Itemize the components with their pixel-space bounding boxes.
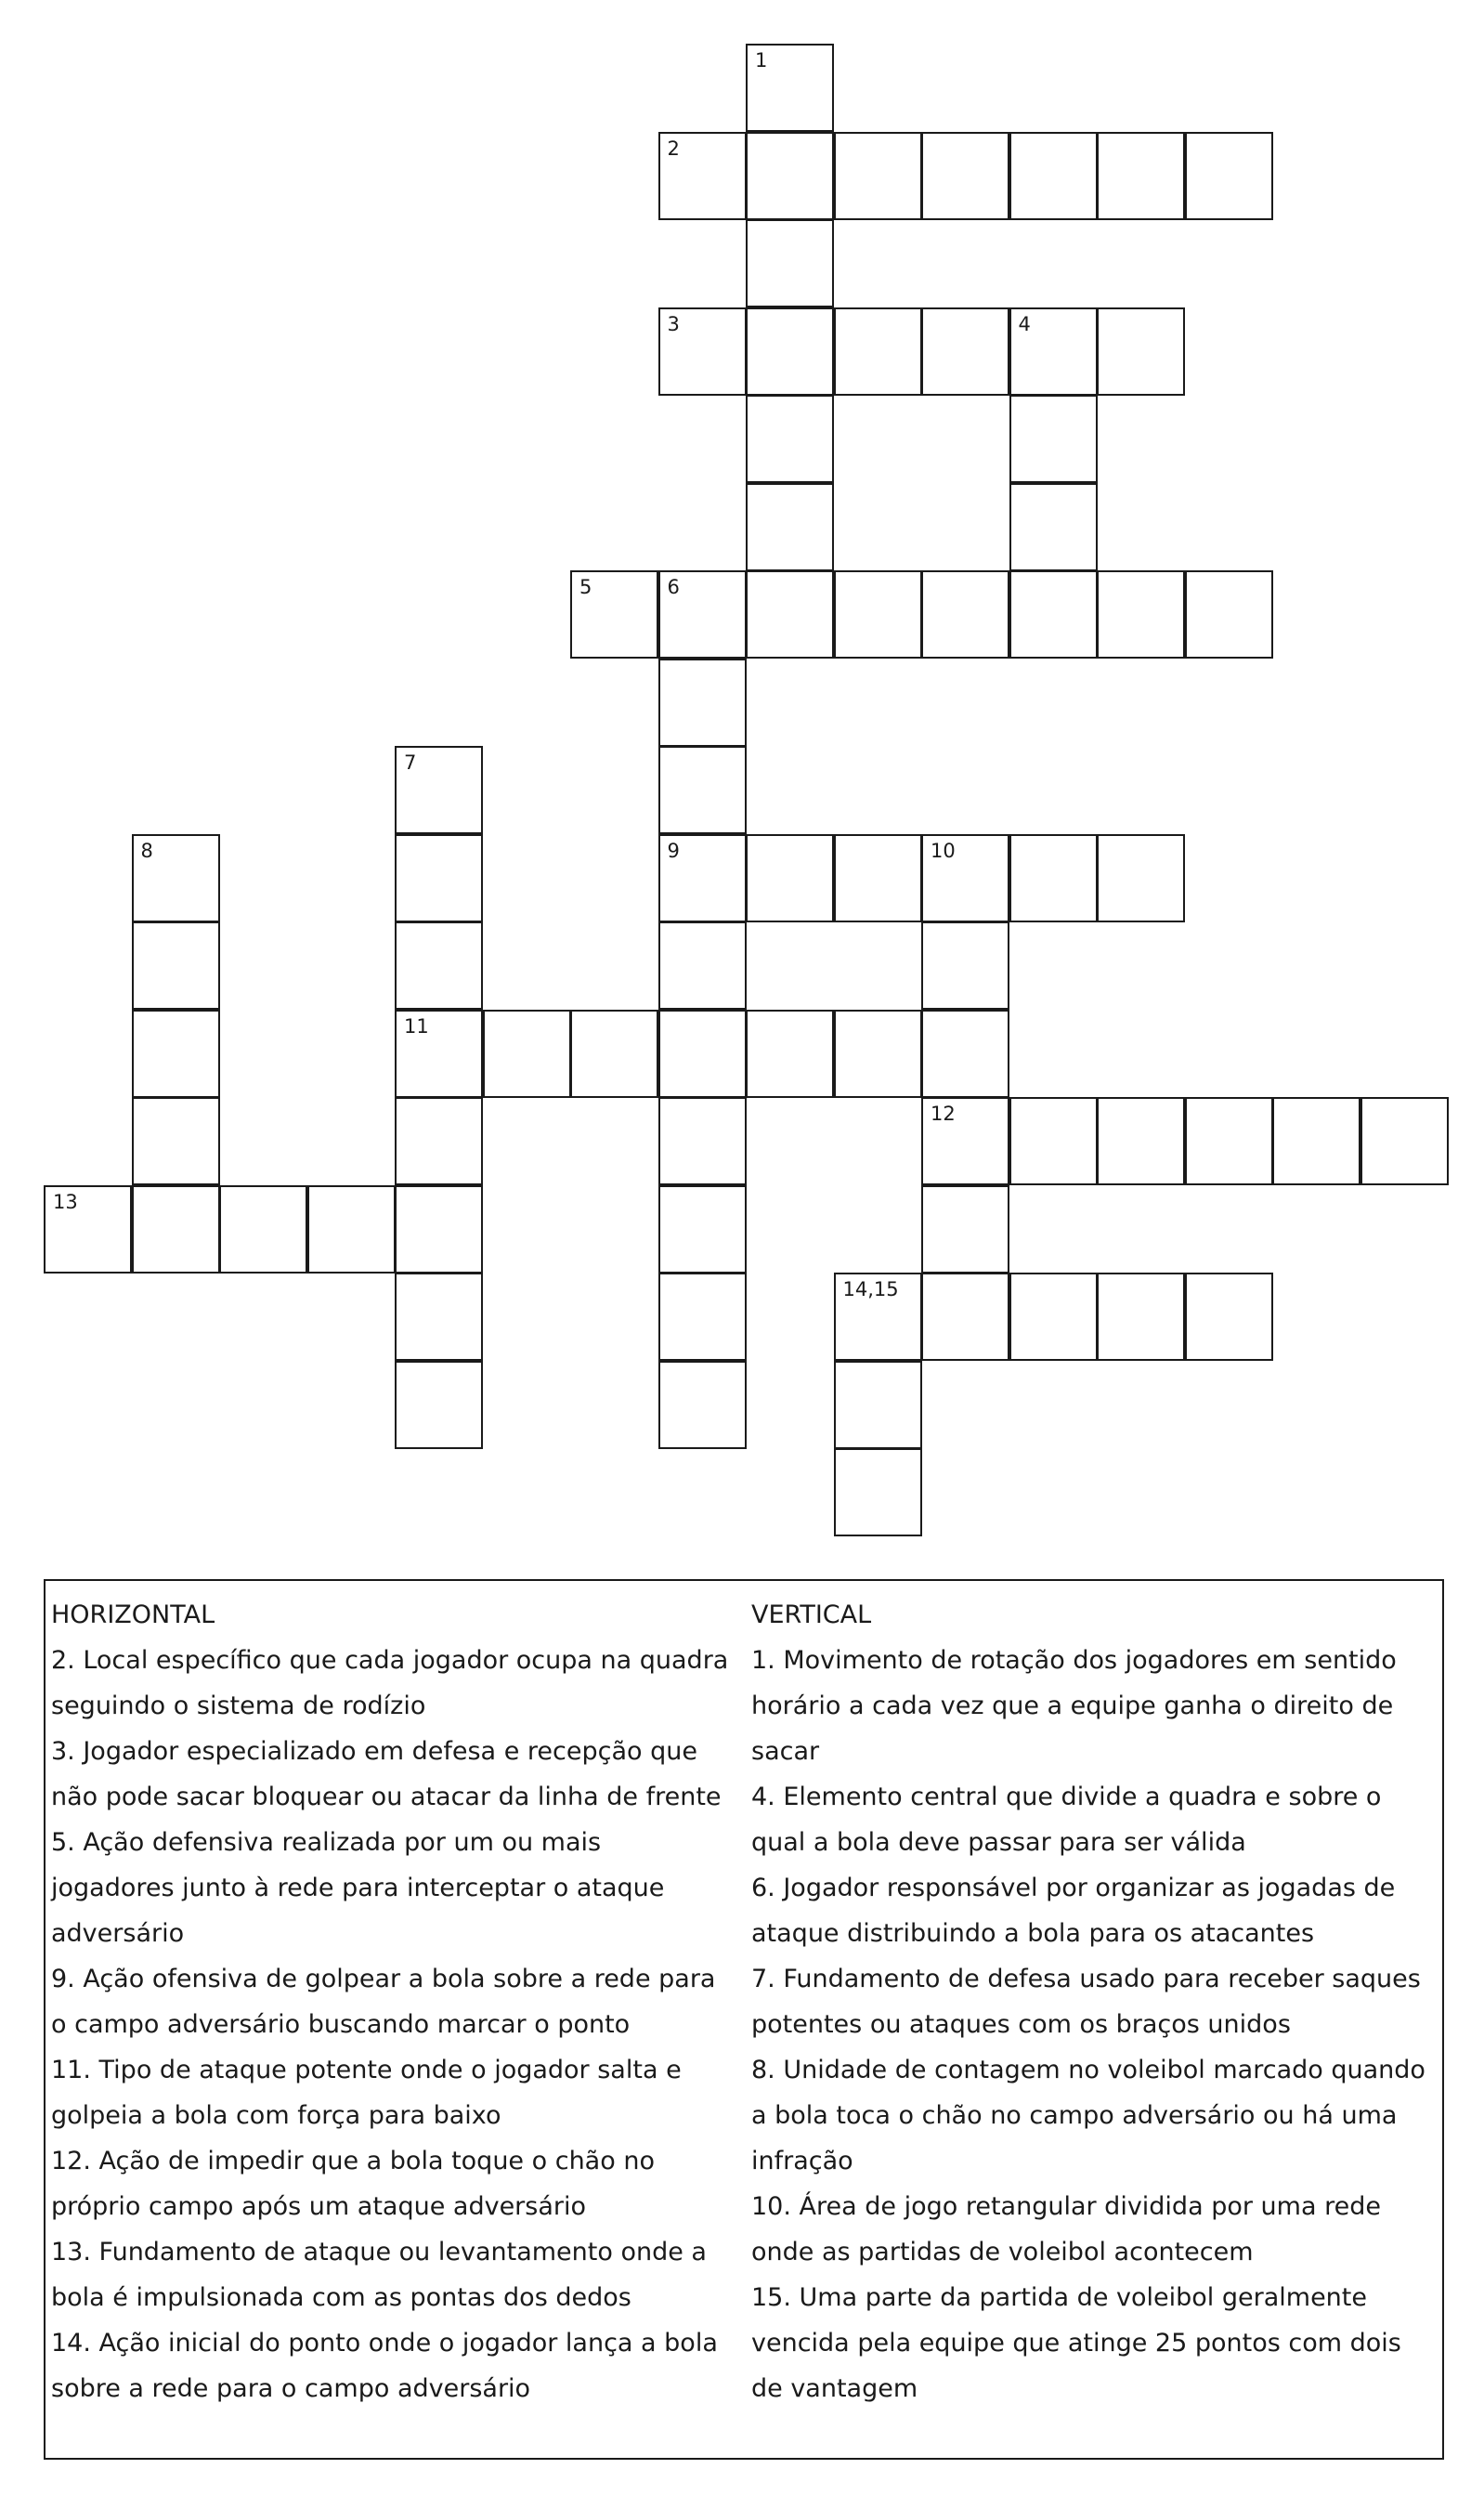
clue-h2: 2. Local específico que cada jogador ocupa na quadra seguindo o sistema de rodízio: [51, 1646, 729, 1720]
grid-cell[interactable]: [834, 1361, 922, 1449]
grid-cell[interactable]: [921, 834, 1009, 922]
grid-cell[interactable]: [658, 1273, 747, 1361]
grid-cell[interactable]: [1009, 395, 1098, 483]
grid-cell[interactable]: [1097, 834, 1185, 922]
grid-cell[interactable]: [1009, 570, 1098, 659]
vertical-clues: [751, 1592, 1438, 2411]
clue-v15: 15. Uma parte da partida de voleibol geralmente vencida pela equipe que atinge 25 pontos com dois de vantagem: [751, 2283, 1401, 2403]
clue-h12: 12. Ação de impedir que a bola toque o chão no próprio campo após um ataque adversário: [51, 2147, 655, 2221]
clue-number: 3: [667, 312, 680, 335]
grid-cell[interactable]: [746, 219, 834, 307]
grid-cell[interactable]: [834, 834, 922, 922]
grid-cell[interactable]: [746, 1010, 834, 1098]
grid-cell[interactable]: [1097, 307, 1185, 396]
clue-v6: 6. Jogador responsável por organizar as jogadas de ataque distribuindo a bola para os atacantes: [751, 1874, 1396, 1948]
grid-cell[interactable]: [395, 1185, 483, 1274]
grid-cell[interactable]: [132, 1097, 220, 1185]
grid-cell[interactable]: [395, 1010, 483, 1098]
grid-cell[interactable]: [395, 1273, 483, 1361]
grid-cell[interactable]: [746, 307, 834, 396]
grid-cell[interactable]: [921, 1273, 1009, 1361]
clue-h3: 3. Jogador especializado em defesa e recepção que não pode sacar bloquear ou atacar da linha de frente: [51, 1737, 722, 1811]
clue-number: 11: [404, 1014, 429, 1038]
clue-number: 2: [667, 137, 680, 160]
grid-cell[interactable]: [658, 1097, 747, 1185]
grid-cell[interactable]: [746, 483, 834, 571]
grid-cell[interactable]: [132, 1185, 220, 1274]
grid-cell[interactable]: [746, 834, 834, 922]
clue-v4: 4. Elemento central que divide a quadra e sobre o qual a bola deve passar para ser válida: [751, 1783, 1382, 1857]
grid-cell[interactable]: [395, 1361, 483, 1449]
clues-panel: [44, 1579, 1444, 2460]
grid-cell[interactable]: [1009, 483, 1098, 571]
grid-cell[interactable]: [658, 1185, 747, 1274]
grid-cell[interactable]: [132, 834, 220, 922]
grid-cell[interactable]: [1185, 1273, 1273, 1361]
horizontal-clues: [51, 1592, 729, 2411]
clue-number: 13: [53, 1190, 78, 1213]
clue-number: 4: [1018, 312, 1031, 335]
grid-cell[interactable]: [1185, 132, 1273, 220]
grid-cell[interactable]: [834, 132, 922, 220]
clue-h11: 11. Tipo de ataque potente onde o jogador salta e golpeia a bola com força para baixo: [51, 2056, 682, 2130]
clue-number: 7: [404, 751, 417, 774]
grid-cell[interactable]: [395, 746, 483, 834]
clue-v10: 10. Área de jogo retangular dividida por uma rede onde as partidas de voleibol acontecem: [751, 2192, 1381, 2266]
grid-cell[interactable]: [921, 1097, 1009, 1185]
grid-cell[interactable]: [1360, 1097, 1449, 1185]
grid-cell[interactable]: [44, 1185, 132, 1274]
grid-cell[interactable]: [921, 132, 1009, 220]
grid-cell[interactable]: [746, 570, 834, 659]
grid-cell[interactable]: [658, 1010, 747, 1098]
grid-cell[interactable]: [132, 1010, 220, 1098]
grid-cell[interactable]: [746, 44, 834, 132]
grid-cell[interactable]: [570, 570, 658, 659]
grid-cell[interactable]: [658, 1361, 747, 1449]
grid-cell[interactable]: [658, 746, 747, 834]
clue-number: 14,15: [842, 1278, 899, 1300]
grid-cell[interactable]: [395, 921, 483, 1010]
grid-cell[interactable]: [395, 1097, 483, 1185]
grid-cell[interactable]: [921, 1010, 1009, 1098]
grid-cell[interactable]: [1272, 1097, 1360, 1185]
clue-number: 9: [667, 839, 680, 862]
clue-h13: 13. Fundamento de ataque ou levantamento onde a bola é impulsionada com as pontas dos dedos: [51, 2238, 707, 2312]
vertical-heading: VERTICAL: [751, 1600, 872, 1629]
grid-cell[interactable]: [1097, 1273, 1185, 1361]
grid-cell[interactable]: [834, 570, 922, 659]
grid-cell[interactable]: [746, 395, 834, 483]
grid-cell[interactable]: [132, 921, 220, 1010]
grid-cell[interactable]: [658, 834, 747, 922]
grid-cell[interactable]: [921, 921, 1009, 1010]
clue-number: 8: [140, 839, 153, 862]
grid-cell[interactable]: [834, 307, 922, 396]
grid-cell[interactable]: [834, 1010, 922, 1098]
clue-v7: 7. Fundamento de defesa usado para receber saques potentes ou ataques com os braços unidos: [751, 1965, 1421, 2039]
grid-cell[interactable]: [1009, 132, 1098, 220]
grid-cell[interactable]: [921, 570, 1009, 659]
grid-cell[interactable]: [395, 834, 483, 922]
grid-cell[interactable]: [1185, 570, 1273, 659]
clue-number: 12: [931, 1103, 956, 1125]
grid-cell[interactable]: [921, 1185, 1009, 1274]
grid-cell[interactable]: [1097, 1097, 1185, 1185]
grid-cell[interactable]: [483, 1010, 571, 1098]
horizontal-heading: HORIZONTAL: [51, 1600, 215, 1629]
clue-number: 1: [755, 49, 768, 72]
grid-cell[interactable]: [658, 921, 747, 1010]
grid-cell[interactable]: [1009, 834, 1098, 922]
grid-cell[interactable]: [1097, 132, 1185, 220]
grid-cell[interactable]: [834, 1273, 922, 1361]
grid-cell[interactable]: [1185, 1097, 1273, 1185]
grid-cell[interactable]: [1009, 307, 1098, 396]
grid-cell[interactable]: [307, 1185, 396, 1274]
clue-h14: 14. Ação inicial do ponto onde o jogador lança a bola sobre a rede para o campo adversário: [51, 2329, 718, 2403]
grid-cell[interactable]: [570, 1010, 658, 1098]
grid-cell[interactable]: [834, 1448, 922, 1536]
grid-cell[interactable]: [658, 132, 747, 220]
clue-number: 10: [931, 839, 956, 862]
clue-v8: 8. Unidade de contagem no voleibol marcado quando a bola toca o chão no campo adversário ou há uma infração: [751, 2056, 1425, 2175]
grid-cell[interactable]: [1097, 570, 1185, 659]
grid-cell[interactable]: [658, 307, 747, 396]
clue-h5: 5. Ação defensiva realizada por um ou mais jogadores junto à rede para interceptar o ataque adversário: [51, 1828, 665, 1948]
grid-cell[interactable]: [1009, 1273, 1098, 1361]
grid-cell[interactable]: [658, 659, 747, 747]
grid-cell[interactable]: [219, 1185, 307, 1274]
clue-v1: 1. Movimento de rotação dos jogadores em sentido horário a cada vez que a equipe ganha o direito de sacar: [751, 1646, 1397, 1766]
grid-cell[interactable]: [658, 570, 747, 659]
grid-cell[interactable]: [1009, 1097, 1098, 1185]
grid-cell[interactable]: [746, 132, 834, 220]
clue-number: 5: [579, 576, 592, 598]
grid-cell[interactable]: [921, 307, 1009, 396]
clue-number: 6: [667, 576, 680, 598]
clue-h9: 9. Ação ofensiva de golpear a bola sobre a rede para o campo adversário buscando marcar o ponto: [51, 1965, 716, 2039]
